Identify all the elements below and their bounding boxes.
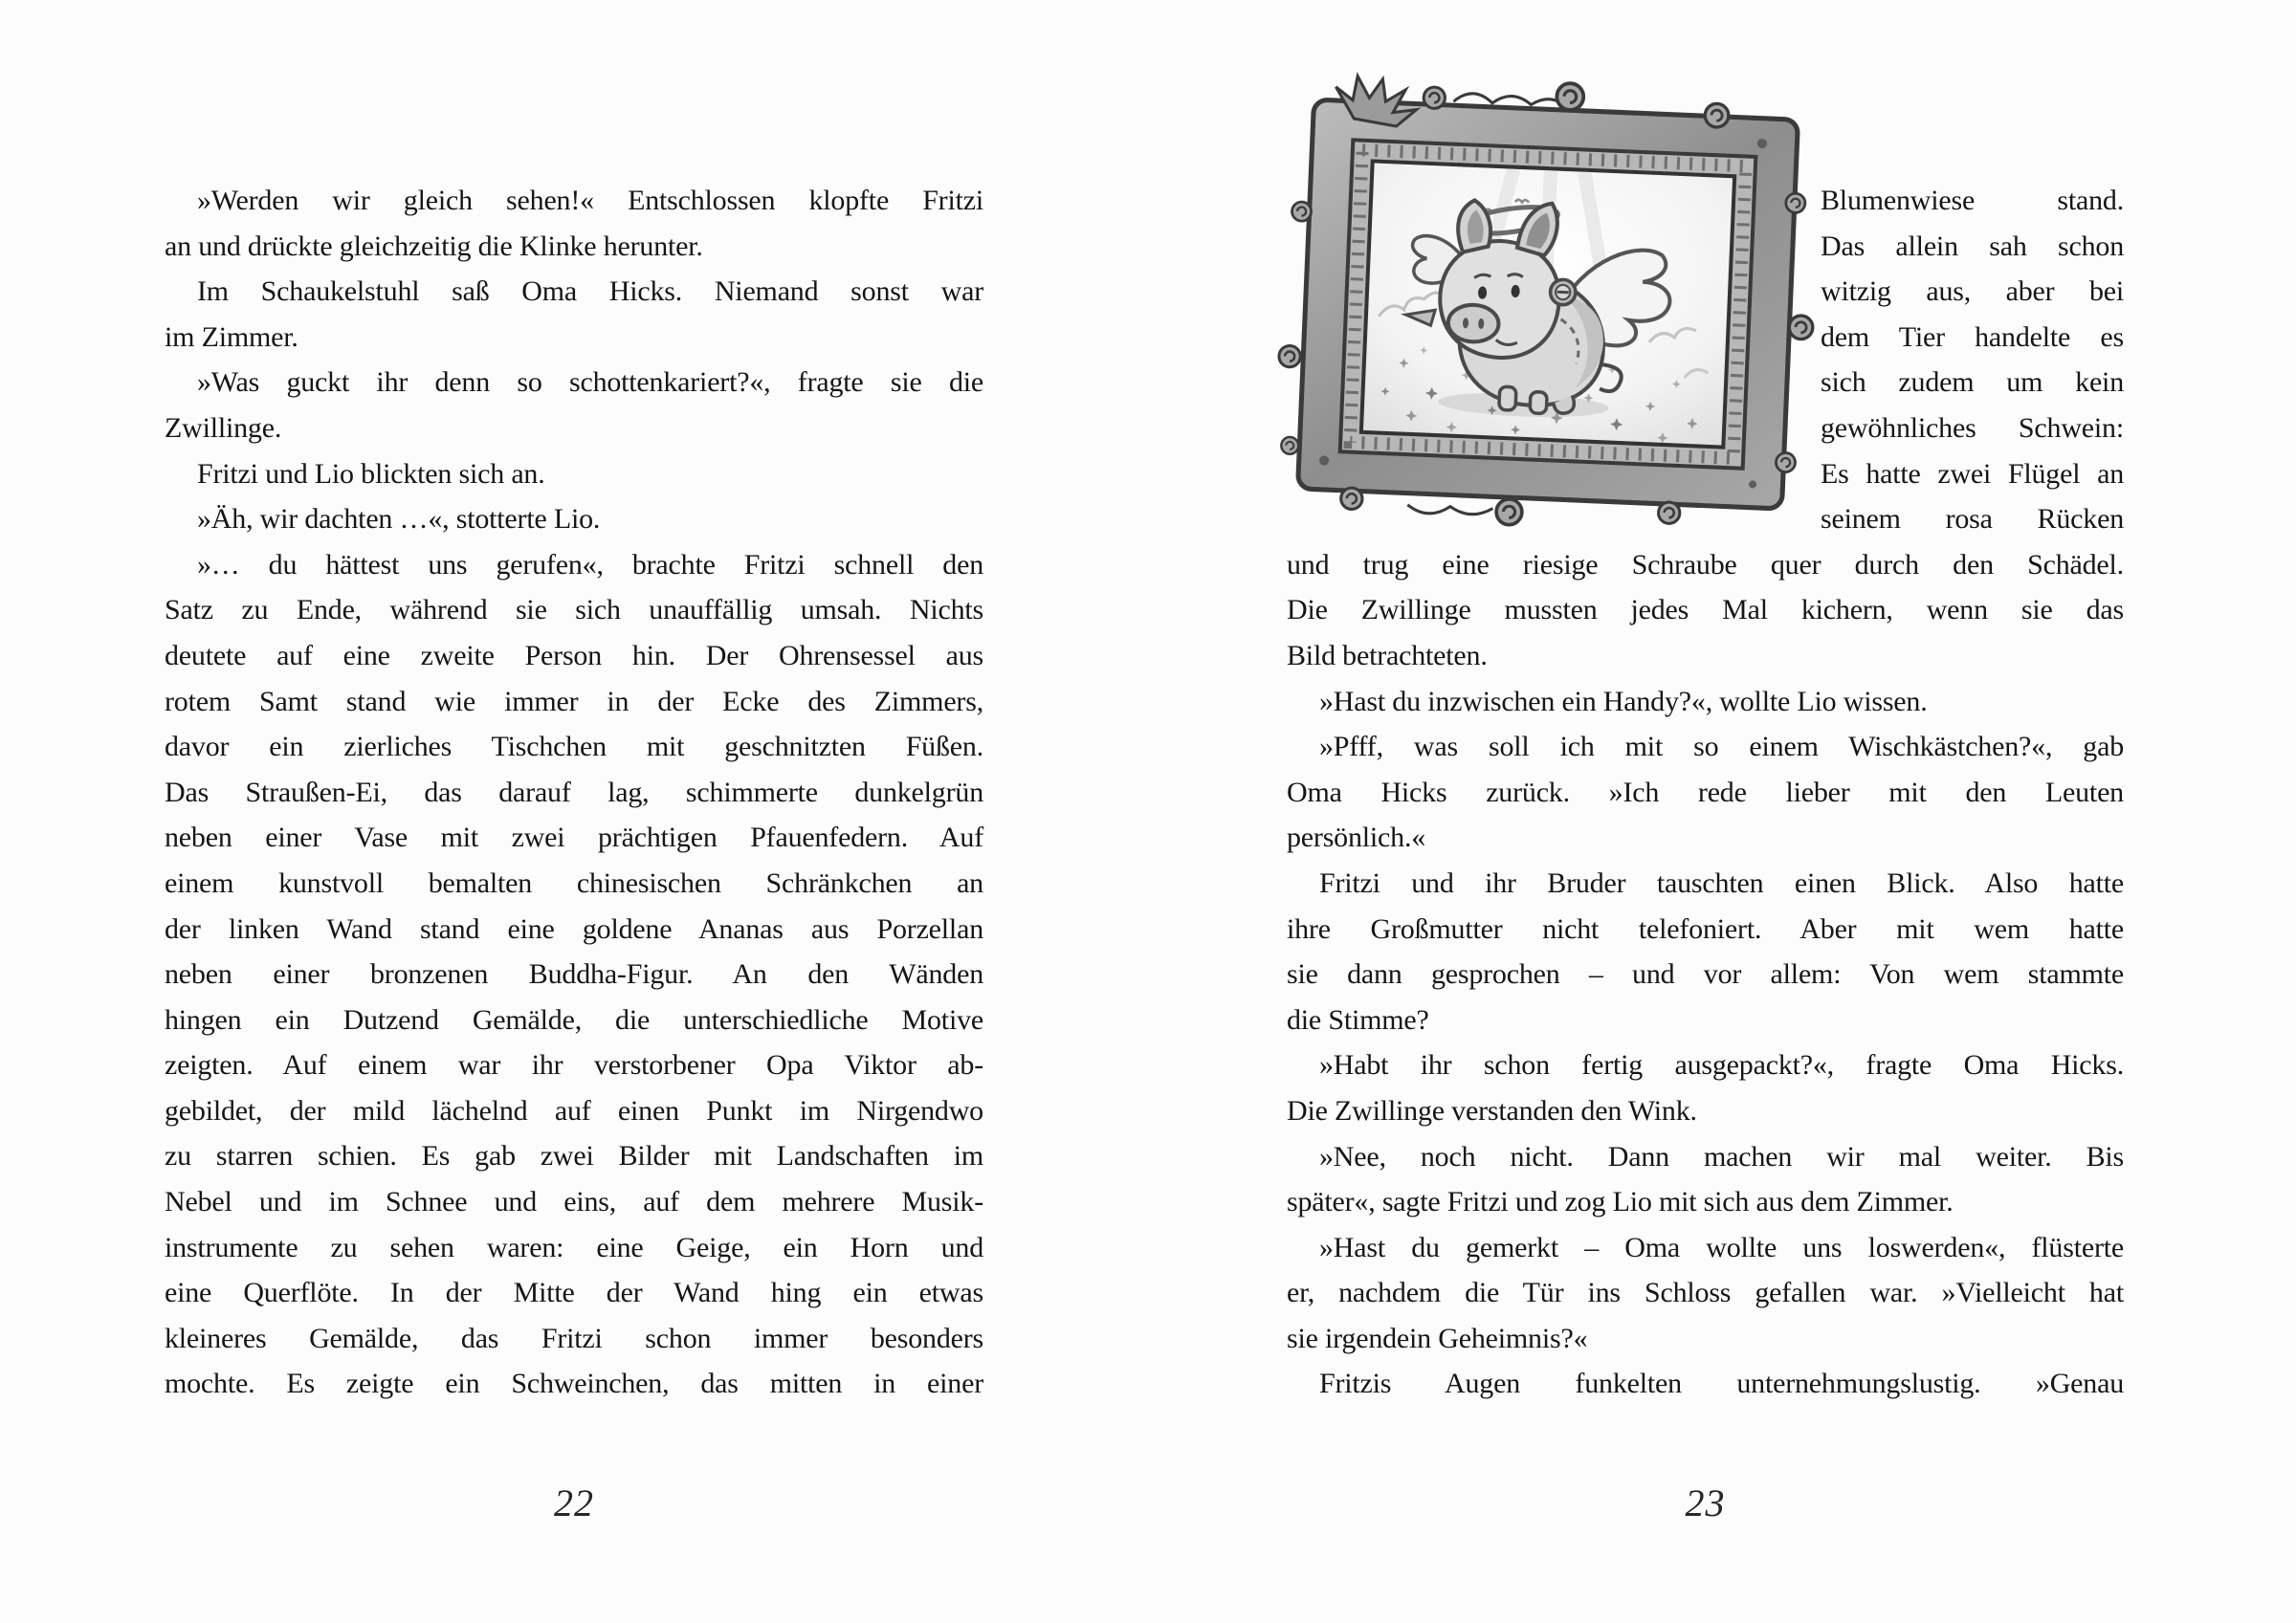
text-line: Nebel und im Schnee und eins, auf dem mehrere Musik-	[165, 1186, 983, 1218]
text-line: neben einer bronzenen Buddha-Figur. An den Wänden	[165, 958, 983, 991]
text-line: zu starren schien. Es gab zwei Bilder mit Landschaften im	[165, 1140, 983, 1173]
text-line: »Hast du inzwischen ein Handy?«, wollte Lio wissen.	[1319, 685, 1928, 717]
text-line: Bild betrachteten.	[1287, 639, 1488, 671]
text-line: »Äh, wir dachten …«, stotterte Lio.	[197, 503, 601, 536]
text-line: Es hatte zwei Flügel an	[1821, 457, 2124, 490]
text-line: Die Zwillinge verstanden den Wink.	[1287, 1094, 1697, 1127]
text-line: zeigten. Auf einem war ihr verstorbener Opa Viktor ab-	[165, 1049, 983, 1082]
text-line: »Was guckt ihr denn so schottenkariert?«, fragte sie die	[197, 366, 983, 399]
right-page-number: 23	[1685, 1481, 1726, 1524]
text-line: deutete auf eine zweite Person hin. Der Ohrensessel aus	[165, 639, 983, 671]
text-line: Satz zu Ende, während sie sich unauffällig umsah. Nichts	[165, 594, 983, 626]
text-line: ihre Großmutter nicht telefoniert. Aber mit wem hatte	[1287, 912, 2124, 945]
text-line: »Hast du gemerkt – Oma wollte uns loswerden«, flüsterte	[1319, 1231, 2124, 1263]
text-line: eine Querflöte. In der Mitte der Wand hing ein etwas	[165, 1277, 983, 1309]
text-line: später«, sagte Fritzi und zog Lio mit sich aus dem Zimmer.	[1287, 1186, 1954, 1218]
text-line: Fritzi und ihr Bruder tauschten einen Blick. Also hatte	[1319, 866, 2124, 899]
text-line: sie dann gesprochen – und vor allem: Von wem stammte	[1287, 958, 2124, 991]
text-line: »… du hättest uns gerufen«, brachte Fritzi schnell den	[197, 548, 983, 581]
text-line: gebildet, der mild lächelnd auf einen Punkt im Nirgendwo	[165, 1094, 983, 1127]
framed-pig-painting-illustration	[1261, 65, 1832, 543]
text-line: neben einer Vase mit zwei prächtigen Pfauenfedern. Auf	[165, 822, 983, 854]
text-line: instrumente zu sehen waren: eine Geige, ein Horn und	[165, 1231, 983, 1263]
text-line: »Nee, noch nicht. Dann machen wir mal weiter. Bis	[1319, 1140, 2124, 1173]
text-line: im Zimmer.	[165, 320, 298, 353]
text-line: kleineres Gemälde, das Fritzi schon immer besonders	[165, 1322, 983, 1354]
text-line: Das Straußen-Ei, das darauf lag, schimmerte dunkelgrün	[165, 776, 983, 808]
text-line: Die Zwillinge mussten jedes Mal kichern, wenn sie das	[1287, 594, 2124, 626]
text-line: hingen ein Dutzend Gemälde, die unterschiedliche Motive	[165, 1003, 983, 1036]
right-page-text	[1287, 542, 2124, 1407]
text-line: er, nachdem die Tür ins Schloss gefallen war. »Vielleicht hat	[1287, 1277, 2124, 1309]
text-line: die Stimme?	[1287, 1003, 1429, 1036]
text-line: seinem rosa Rücken	[1821, 503, 2124, 536]
screw-head	[1550, 279, 1576, 305]
text-line: persönlich.«	[1287, 822, 1426, 854]
text-line: »Habt ihr schon fertig ausgepackt?«, fragte Oma Hicks.	[1319, 1049, 2124, 1082]
text-line: Blumenwiese stand.	[1821, 185, 2124, 216]
text-line: Oma Hicks zurück. »Ich rede lieber mit den Leuten	[1287, 776, 2124, 808]
text-line: Im Schaukelstuhl saß Oma Hicks. Niemand sonst war	[197, 275, 983, 308]
text-line: sich zudem um kein	[1821, 366, 2124, 399]
right-page-text-narrow	[1821, 178, 2124, 542]
text-line: davor ein zierliches Tischchen mit geschnitzten Füßen.	[165, 731, 983, 763]
text-line: gewöhnliches Schwein:	[1821, 411, 2124, 444]
text-line: an und drückte gleichzeitig die Klinke herunter.	[165, 230, 703, 262]
text-line: Fritzi und Lio blickten sich an.	[197, 457, 545, 490]
text-line: Fritzis Augen funkelten unternehmungslustig. »Genau	[1319, 1368, 2124, 1400]
text-line: dem Tier handelte es	[1821, 320, 2124, 353]
text-line: und trug eine riesige Schraube quer durch den Schädel.	[1287, 548, 2124, 581]
text-line: mochte. Es zeigte ein Schweinchen, das mitten in einer	[165, 1368, 983, 1400]
text-line: der linken Wand stand eine goldene Ananas aus Porzellan	[165, 912, 983, 945]
left-page-number: 22	[554, 1481, 594, 1524]
text-line: »Werden wir gleich sehen!« Entschlossen klopfte Fritzi	[197, 185, 983, 216]
text-line: sie irgendein Geheimnis?«	[1287, 1322, 1588, 1354]
text-line: rotem Samt stand wie immer in der Ecke des Zimmers,	[165, 685, 983, 717]
text-line: Zwillinge.	[165, 411, 282, 444]
left-page-text	[165, 178, 983, 1407]
text-line: witzig aus, aber bei	[1821, 275, 2124, 308]
text-line: einem kunstvoll bemalten chinesischen Schränkchen an	[165, 866, 983, 899]
text-line: »Pfff, was soll ich mit so einem Wischkästchen?«, gab	[1319, 731, 2124, 763]
text-line: Das allein sah schon	[1821, 230, 2124, 262]
